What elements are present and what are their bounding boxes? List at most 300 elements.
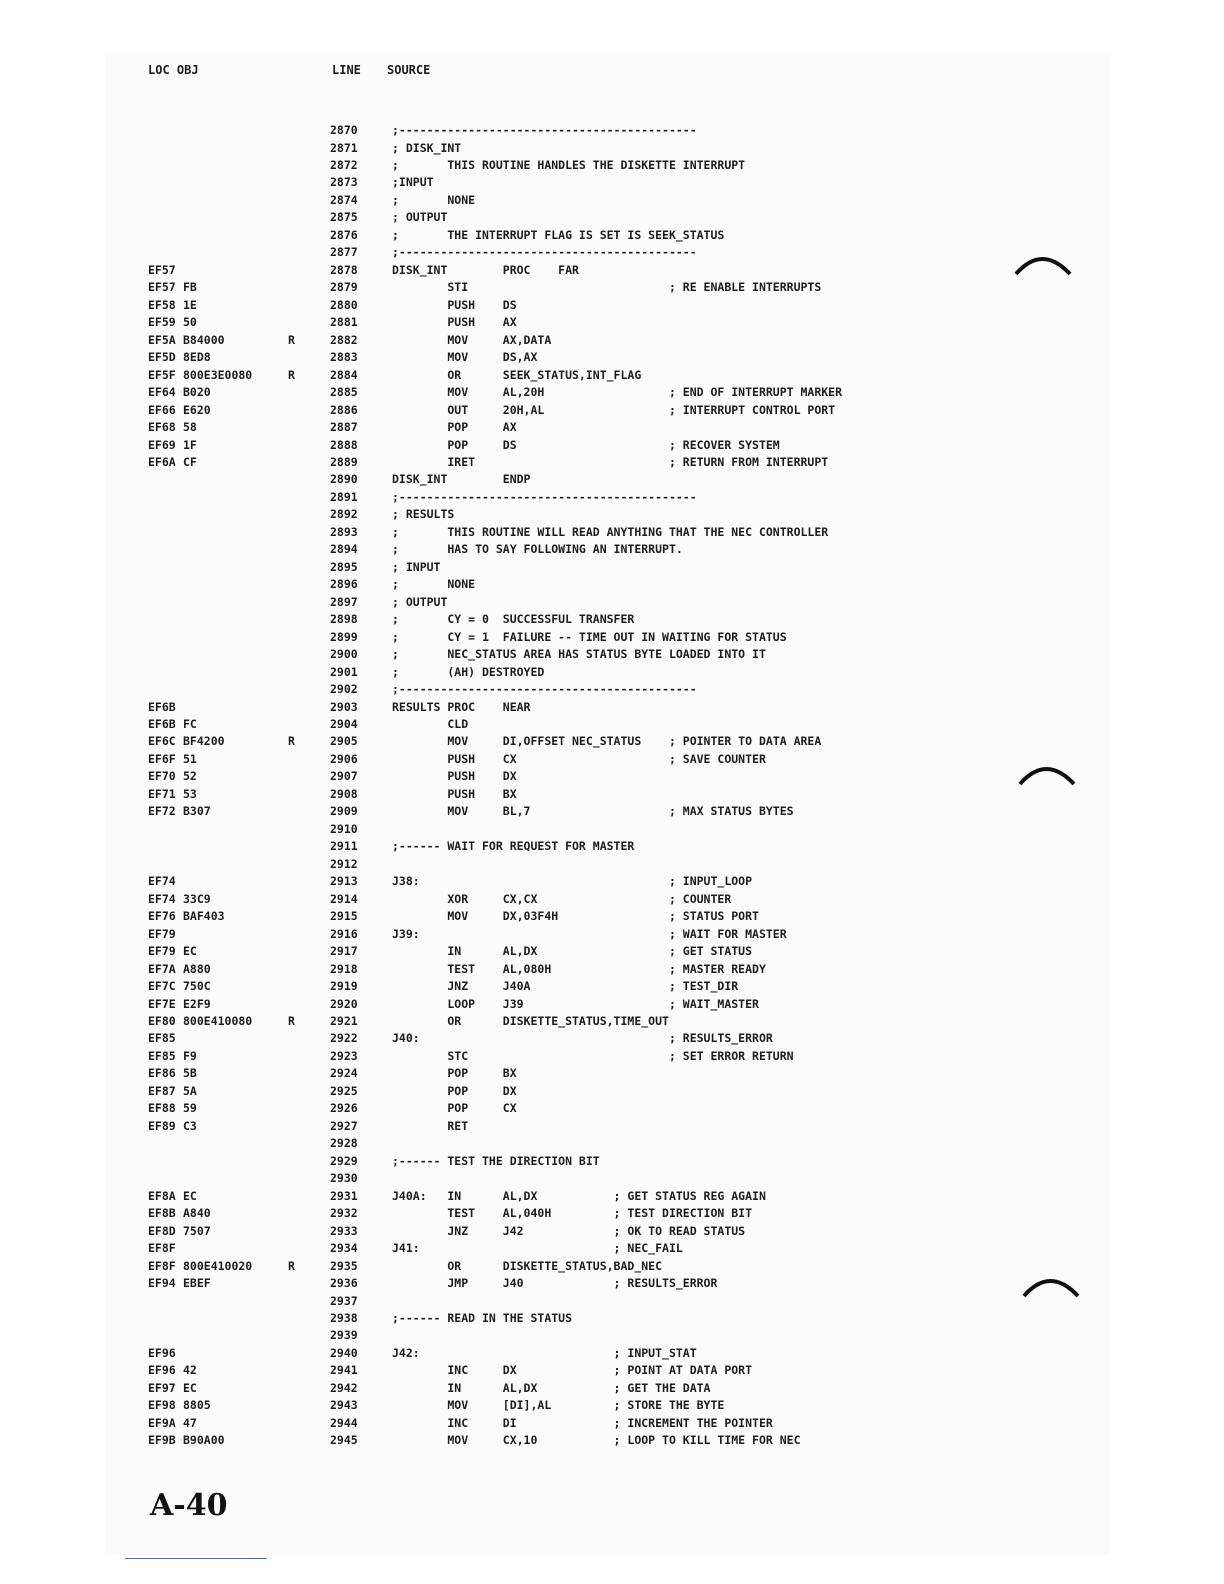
line-number: 2883 <box>330 350 358 365</box>
line-number: 2917 <box>330 944 358 959</box>
punch-hole-mark <box>1016 758 1080 798</box>
source-text: ; NONE <box>392 192 476 207</box>
line-number: 2931 <box>330 1188 358 1203</box>
line-number: 2940 <box>330 1345 358 1360</box>
listing-row <box>0 839 1224 856</box>
loc-field: EF8D <box>148 1223 176 1238</box>
listing-row <box>0 1224 1224 1241</box>
source-text: IN AL,DX ; GET STATUS <box>392 944 753 959</box>
source-text: JNZ J42 ; OK TO READ STATUS <box>392 1223 746 1238</box>
source-text: J40: ; RESULTS_ERROR <box>392 1031 773 1046</box>
loc-field: EF88 <box>148 1101 176 1116</box>
obj-field: 59 <box>183 1101 197 1116</box>
source-text: MOV CX,10 ; LOOP TO KILL TIME FOR NEC <box>392 1433 801 1448</box>
line-number: 2928 <box>330 1136 358 1151</box>
source-text: J41: ; NEC_FAIL <box>392 1241 683 1256</box>
line-number: 2939 <box>330 1328 358 1343</box>
source-text: MOV AL,20H ; END OF INTERRUPT MARKER <box>392 385 843 399</box>
listing-row <box>0 734 1224 751</box>
line-number: 2897 <box>330 594 358 609</box>
obj-field: 7507 <box>183 1223 211 1238</box>
listing-row <box>0 944 1224 961</box>
line-number: 2878 <box>330 262 358 277</box>
source-text: DISK_INT ENDP <box>392 472 531 487</box>
source-text: IRET ; RETURN FROM INTERRUPT <box>392 454 829 469</box>
page-number: A-40 <box>150 1488 228 1523</box>
line-number: 2903 <box>330 699 358 714</box>
loc-field: EF85 <box>148 1048 176 1063</box>
listing-row <box>0 1049 1224 1066</box>
obj-field: 53 <box>183 786 197 801</box>
line-number: 2874 <box>330 192 358 207</box>
loc-field: EF7E <box>148 996 176 1011</box>
listing-row <box>0 682 1224 699</box>
obj-field: B020 <box>183 385 211 399</box>
listing-row <box>0 927 1224 944</box>
source-text: ;------------------------------------------- <box>392 489 697 504</box>
listing-row <box>0 455 1224 472</box>
line-number: 2915 <box>330 909 358 924</box>
loc-field: EF79 <box>148 926 176 941</box>
obj-field: EC <box>183 1380 197 1395</box>
line-number: 2918 <box>330 961 358 976</box>
line-number: 2909 <box>330 804 358 819</box>
source-text: ;------------------------------------------- <box>392 245 697 260</box>
source-text: STC ; SET ERROR RETURN <box>392 1048 794 1063</box>
line-number: 2896 <box>330 577 358 592</box>
line-number: 2941 <box>330 1363 358 1378</box>
source-text: LOOP J39 ; WAIT_MASTER <box>392 996 759 1011</box>
reloc-flag: R <box>288 367 295 382</box>
line-number: 2913 <box>330 874 358 889</box>
line-number: 2898 <box>330 612 358 627</box>
line-number: 2875 <box>330 210 358 225</box>
line-number: 2880 <box>330 297 358 312</box>
source-text: INC DX ; POINT AT DATA PORT <box>392 1363 753 1378</box>
listing-row <box>0 175 1224 192</box>
loc-field: EF59 <box>148 315 176 330</box>
listing-row <box>0 1241 1224 1258</box>
line-number: 2879 <box>330 280 358 295</box>
loc-field: EF98 <box>148 1398 176 1413</box>
loc-field: EF79 <box>148 944 176 959</box>
source-text: OUT 20H,AL ; INTERRUPT CONTROL PORT <box>392 402 836 417</box>
source-text: MOV [DI],AL ; STORE THE BYTE <box>392 1398 725 1413</box>
listing-row <box>0 997 1224 1014</box>
obj-field: 1F <box>183 437 197 452</box>
listing-row <box>0 1031 1224 1048</box>
obj-field: EC <box>183 944 197 959</box>
punch-hole-mark <box>1020 1270 1084 1310</box>
loc-field: EF72 <box>148 804 176 819</box>
loc-field: EF85 <box>148 1031 176 1046</box>
source-text: ; (AH) DESTROYED <box>392 664 545 679</box>
line-number: 2938 <box>330 1311 358 1325</box>
source-text: POP BX <box>392 1066 517 1081</box>
line-number: 2932 <box>330 1206 358 1221</box>
listing-row <box>0 962 1224 979</box>
loc-field: EF5D <box>148 350 176 365</box>
listing-row <box>0 1171 1224 1188</box>
line-number: 2877 <box>330 245 358 260</box>
listing-row <box>0 595 1224 612</box>
loc-field: EF8F <box>148 1241 176 1256</box>
header-source: SOURCE <box>387 63 431 77</box>
source-text: INC DI ; INCREMENT THE POINTER <box>392 1415 773 1430</box>
loc-field: EF7A <box>148 961 176 976</box>
listing-row <box>0 403 1224 420</box>
listing-row <box>0 542 1224 559</box>
line-number: 2943 <box>330 1398 358 1413</box>
listing-row <box>0 804 1224 821</box>
loc-field: EF6A <box>148 454 176 469</box>
listing-row <box>0 892 1224 909</box>
source-text: ; THE INTERRUPT FLAG IS SET IS SEEK_STATUS <box>392 227 725 242</box>
listing-row <box>0 1014 1224 1031</box>
line-number: 2871 <box>330 140 358 155</box>
listing-row <box>0 1398 1224 1415</box>
line-number: 2933 <box>330 1223 358 1238</box>
line-number: 2936 <box>330 1276 358 1290</box>
loc-field: EF9A <box>148 1415 176 1430</box>
obj-field: A840 <box>183 1206 211 1221</box>
line-number: 2935 <box>330 1258 358 1273</box>
loc-field: EF97 <box>148 1380 176 1395</box>
obj-field: BAF403 <box>183 909 225 924</box>
source-text: ;------------------------------------------- <box>392 123 697 137</box>
source-text: ;------ READ IN THE STATUS <box>392 1311 573 1325</box>
line-number: 2885 <box>330 385 358 399</box>
loc-field: EF69 <box>148 437 176 452</box>
loc-field: EF7C <box>148 979 176 993</box>
source-text: OR SEEK_STATUS,INT_FLAG <box>392 367 642 382</box>
listing-row <box>0 1363 1224 1380</box>
obj-field: EBEF <box>183 1276 211 1290</box>
source-text: MOV DX,03F4H ; STATUS PORT <box>392 909 759 924</box>
bottom-rule <box>125 1558 267 1559</box>
line-number: 2886 <box>330 402 358 417</box>
line-number: 2882 <box>330 332 358 347</box>
reloc-flag: R <box>288 1258 295 1273</box>
obj-field: 800E410020 <box>183 1258 253 1273</box>
line-number: 2908 <box>330 786 358 801</box>
line-number: 2907 <box>330 769 358 784</box>
source-text: MOV DS,AX <box>392 350 538 365</box>
source-text: ; NONE <box>392 577 476 592</box>
obj-field: 51 <box>183 751 197 766</box>
listing-row <box>0 1381 1224 1398</box>
line-number: 2902 <box>330 682 358 696</box>
loc-field: EF96 <box>148 1363 176 1378</box>
line-number: 2888 <box>330 437 358 452</box>
listing-row <box>0 630 1224 647</box>
obj-field: 47 <box>183 1415 197 1430</box>
loc-field: EF57 <box>148 262 176 277</box>
listing-row <box>0 717 1224 734</box>
line-number: 2873 <box>330 175 358 190</box>
source-text: PUSH BX <box>392 786 517 801</box>
listing-row <box>0 1101 1224 1118</box>
line-number: 2876 <box>330 227 358 242</box>
line-number: 2901 <box>330 664 358 679</box>
line-number: 2894 <box>330 542 358 557</box>
listing-row <box>0 123 1224 140</box>
obj-field: CF <box>183 454 197 469</box>
listing-row <box>0 1066 1224 1083</box>
source-text: POP DX <box>392 1083 517 1098</box>
line-number: 2912 <box>330 856 358 871</box>
obj-field: C3 <box>183 1118 197 1133</box>
line-number: 2892 <box>330 507 358 522</box>
listing-row <box>0 647 1224 664</box>
line-number: 2889 <box>330 454 358 469</box>
source-text: ; DISK_INT <box>392 140 462 155</box>
loc-field: EF96 <box>148 1345 176 1360</box>
line-number: 2872 <box>330 157 358 172</box>
obj-field: 5A <box>183 1083 197 1098</box>
line-number: 2934 <box>330 1241 358 1256</box>
source-text: CLD <box>392 717 469 731</box>
source-text: MOV BL,7 ; MAX STATUS BYTES <box>392 804 794 819</box>
listing-row <box>0 228 1224 245</box>
listing-row <box>0 507 1224 524</box>
reloc-flag: R <box>288 332 295 347</box>
loc-field: EF6B <box>148 699 176 714</box>
loc-field: EF94 <box>148 1276 176 1290</box>
obj-field: B90A00 <box>183 1433 225 1448</box>
line-number: 2920 <box>330 996 358 1011</box>
listing-row <box>0 438 1224 455</box>
source-text: PUSH AX <box>392 315 517 330</box>
loc-field: EF5A <box>148 332 176 347</box>
loc-field: EF66 <box>148 402 176 417</box>
listing-row <box>0 1346 1224 1363</box>
line-number: 2937 <box>330 1293 358 1308</box>
source-text: ; THIS ROUTINE WILL READ ANYTHING THAT THE NEC CONTROLLER <box>392 524 829 539</box>
line-number: 2895 <box>330 559 358 574</box>
loc-field: EF89 <box>148 1118 176 1133</box>
line-number: 2906 <box>330 751 358 766</box>
loc-field: EF70 <box>148 769 176 784</box>
line-number: 2921 <box>330 1014 358 1028</box>
loc-field: EF71 <box>148 786 176 801</box>
loc-field: EF5F <box>148 367 176 382</box>
source-text: ;INPUT <box>392 175 434 190</box>
source-text: TEST AL,040H ; TEST DIRECTION BIT <box>392 1206 753 1221</box>
loc-field: EF76 <box>148 909 176 924</box>
source-text: J38: ; INPUT_LOOP <box>392 874 753 889</box>
obj-field: FC <box>183 717 197 731</box>
source-text: PUSH CX ; SAVE COUNTER <box>392 751 766 766</box>
obj-field: FB <box>183 280 197 295</box>
source-text: J39: ; WAIT FOR MASTER <box>392 926 787 941</box>
listing-row <box>0 1416 1224 1433</box>
loc-field: EF8A <box>148 1188 176 1203</box>
source-text: POP DS ; RECOVER SYSTEM <box>392 437 780 452</box>
listing-row <box>0 979 1224 996</box>
listing-row <box>0 1206 1224 1223</box>
obj-field: 5B <box>183 1066 197 1081</box>
source-text: ; CY = 1 FAILURE -- TIME OUT IN WAITING FOR STATUS <box>392 629 787 644</box>
obj-field: BF4200 <box>183 734 225 749</box>
obj-field: 58 <box>183 420 197 434</box>
line-number: 2924 <box>330 1066 358 1081</box>
listing-row <box>0 141 1224 158</box>
obj-field: 750C <box>183 979 211 993</box>
listing-row <box>0 333 1224 350</box>
listing-row <box>0 822 1224 839</box>
obj-field: B307 <box>183 804 211 819</box>
source-text: JMP J40 ; RESULTS_ERROR <box>392 1276 718 1290</box>
source-text: POP AX <box>392 420 517 434</box>
obj-field: 8ED8 <box>183 350 211 365</box>
listing-row <box>0 315 1224 332</box>
listing-row <box>0 1136 1224 1153</box>
source-text: RET <box>392 1118 469 1133</box>
source-text: ;------ WAIT FOR REQUEST FOR MASTER <box>392 839 635 854</box>
listing-row <box>0 472 1224 489</box>
line-number: 2890 <box>330 472 358 487</box>
loc-field: EF58 <box>148 297 176 312</box>
punch-hole-mark <box>1012 248 1076 288</box>
source-text: XOR CX,CX ; COUNTER <box>392 891 732 906</box>
line-number: 2905 <box>330 734 358 749</box>
loc-field: EF8F <box>148 1258 176 1273</box>
listing-row <box>0 420 1224 437</box>
line-number: 2923 <box>330 1048 358 1063</box>
listing-row <box>0 1328 1224 1345</box>
source-text: ; THIS ROUTINE HANDLES THE DISKETTE INTERRUPT <box>392 157 746 172</box>
source-text: TEST AL,080H ; MASTER READY <box>392 961 766 976</box>
source-text: ; OUTPUT <box>392 594 448 609</box>
source-text: ; OUTPUT <box>392 210 448 225</box>
source-text: ; CY = 0 SUCCESSFUL TRANSFER <box>392 612 635 627</box>
listing-row <box>0 909 1224 926</box>
source-text: DISK_INT PROC FAR <box>392 262 579 277</box>
listing-row <box>0 350 1224 367</box>
line-number: 2916 <box>330 926 358 941</box>
obj-field: E2F9 <box>183 996 211 1011</box>
loc-field: EF86 <box>148 1066 176 1081</box>
obj-field: A880 <box>183 961 211 976</box>
line-number: 2884 <box>330 367 358 382</box>
listing-row <box>0 874 1224 891</box>
listing-row <box>0 1189 1224 1206</box>
loc-field: EF6B <box>148 717 176 731</box>
obj-field: 33C9 <box>183 891 211 906</box>
line-number: 2930 <box>330 1171 358 1186</box>
obj-field: 1E <box>183 297 197 312</box>
line-number: 2893 <box>330 524 358 539</box>
loc-field: EF57 <box>148 280 176 295</box>
line-number: 2942 <box>330 1380 358 1395</box>
loc-field: EF9B <box>148 1433 176 1448</box>
source-text: MOV DI,OFFSET NEC_STATUS ; POINTER TO DATA AREA <box>392 734 822 749</box>
listing-row <box>0 700 1224 717</box>
listing-row <box>0 210 1224 227</box>
listing-row <box>0 1119 1224 1136</box>
loc-field: EF8B <box>148 1206 176 1221</box>
listing-row <box>0 560 1224 577</box>
source-text: ; RESULTS <box>392 507 455 522</box>
loc-field: EF64 <box>148 385 176 399</box>
loc-field: EF6F <box>148 751 176 766</box>
listing-row <box>0 193 1224 210</box>
line-number: 2891 <box>330 489 358 504</box>
loc-field: EF87 <box>148 1083 176 1098</box>
source-text: ;------ TEST THE DIRECTION BIT <box>392 1153 600 1168</box>
listing-row <box>0 525 1224 542</box>
loc-field: EF74 <box>148 891 176 906</box>
line-number: 2929 <box>330 1153 358 1168</box>
loc-field: EF6C <box>148 734 176 749</box>
listing-row <box>0 612 1224 629</box>
line-number: 2899 <box>330 629 358 644</box>
line-number: 2900 <box>330 647 358 662</box>
source-text: MOV AX,DATA <box>392 332 552 347</box>
listing-row <box>0 385 1224 402</box>
line-number: 2944 <box>330 1415 358 1430</box>
reloc-flag: R <box>288 734 295 749</box>
line-number: 2870 <box>330 123 358 137</box>
line-number: 2881 <box>330 315 358 330</box>
line-number: 2887 <box>330 420 358 434</box>
obj-field: B84000 <box>183 332 225 347</box>
source-text: PUSH DX <box>392 769 517 784</box>
source-text: ; NEC_STATUS AREA HAS STATUS BYTE LOADED INTO IT <box>392 647 766 662</box>
source-text: IN AL,DX ; GET THE DATA <box>392 1380 711 1395</box>
listing-row <box>0 577 1224 594</box>
reloc-flag: R <box>288 1014 295 1028</box>
obj-field: EC <box>183 1188 197 1203</box>
loc-field: EF80 <box>148 1014 176 1028</box>
source-text: ; HAS TO SAY FOLLOWING AN INTERRUPT. <box>392 542 683 557</box>
loc-field: EF68 <box>148 420 176 434</box>
header-line: LINE <box>332 63 361 77</box>
listing-row <box>0 298 1224 315</box>
source-text: POP CX <box>392 1101 517 1116</box>
line-number: 2911 <box>330 839 358 854</box>
source-text: RESULTS PROC NEAR <box>392 699 531 714</box>
listing-row <box>0 490 1224 507</box>
source-text: ;------------------------------------------- <box>392 682 697 696</box>
listing-row <box>0 857 1224 874</box>
listing-row <box>0 158 1224 175</box>
listing-row <box>0 1311 1224 1328</box>
listing-row <box>0 665 1224 682</box>
line-number: 2925 <box>330 1083 358 1098</box>
line-number: 2914 <box>330 891 358 906</box>
line-number: 2919 <box>330 979 358 993</box>
obj-field: 800E410080 <box>183 1014 253 1028</box>
listing-row <box>0 1084 1224 1101</box>
source-text: ; INPUT <box>392 559 441 574</box>
obj-field: F9 <box>183 1048 197 1063</box>
source-text: PUSH DS <box>392 297 517 312</box>
line-number: 2927 <box>330 1118 358 1133</box>
listing-row <box>0 1154 1224 1171</box>
line-number: 2945 <box>330 1433 358 1448</box>
line-number: 2904 <box>330 717 358 731</box>
line-number: 2910 <box>330 821 358 836</box>
line-number: 2922 <box>330 1031 358 1046</box>
source-text: J42: ; INPUT_STAT <box>392 1345 697 1360</box>
line-number: 2926 <box>330 1101 358 1116</box>
obj-field: 800E3E0080 <box>183 367 253 382</box>
obj-field: 50 <box>183 315 197 330</box>
source-text: JNZ J40A ; TEST_DIR <box>392 979 739 993</box>
loc-field: EF74 <box>148 874 176 889</box>
